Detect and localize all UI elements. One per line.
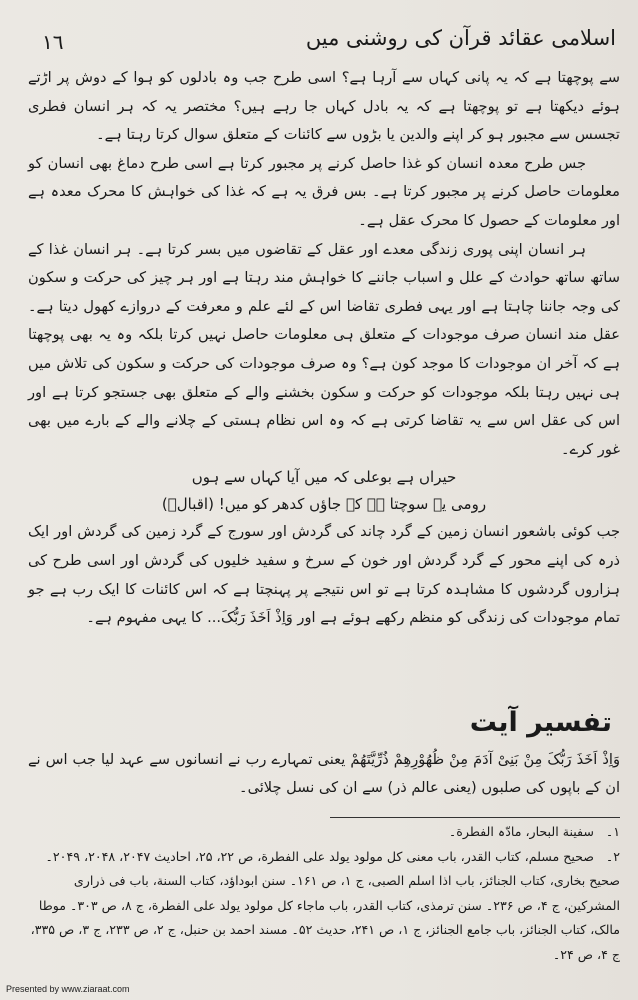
- paragraph-3: ہر انسان اپنی پوری زندگی معدے اور عقل کے تقاضوں میں بسر کرتا ہے۔ ہر انسان غذا کے ساتھ ساتھ حوادث کے علل و اسباب جاننے کا خواہش مند رہتا ہے اور ہر چیز کی حرکت و سکون کی وجہ جاننا چاہتا ہے اور یہی فطری تقاضا اس کے لئے علم و معرفت کے دروازے کھول دیتا ہے۔ عقل مند انسان صرف موجودات کے متعلق ہی معلومات حاصل نہیں کرتا بلکہ وہ یہ بھی پوچھتا ہے کہ آخر ان موجودات کا موجد کون ہے؟ وہ صرف موجودات کی حرکت و سکون کی تلاش میں ہی نہیں رہتا بلکہ موجودات کو حرکت و سکون بخشنے والے کے متعلق بھی جستجو کرتا ہے اور اس کی عقل اس سے یہ تقاضا کرتی ہے کہ وہ اس نظام ہستی کے چلانے والے کے بارے میں بھی غور کرے۔: [28, 240, 620, 458]
- section-heading: تفسیر آیت: [469, 707, 612, 738]
- main-text: [28, 64, 620, 633]
- footnote-divider: [330, 817, 620, 818]
- paragraph-4: جب کوئی باشعور انسان زمین کے گرد چاند کی گردش اور سورج کے گرد زمین کی گردش اور ایک ذرہ کی اپنے محور کے گرد گردش اور خون کے سرخ و سفید خلیوں کی گردش اور اسی طرح کی ہزاروں گردشوں کا مشاہدہ کرتا ہے تو اس نتیجے پر پہنچتا ہے کہ اس کائنات کا ایک رب ہے جو تمام موجودات کی زندگی کو منظم رکھے ہوئے ہے اور وَاِذْ اَخَذَ رَبُّکَ... کا یہی مفہوم ہے۔: [28, 523, 620, 627]
- running-title: اسلامی عقائد قرآن کی روشنی میں: [305, 26, 616, 50]
- poem-line-2: رومی یہ سوچتا ہے کہ جاؤں کدھر کو میں! (اقبالؔ): [161, 495, 487, 514]
- paragraph-1: سے پوچھتا ہے کہ یہ پانی کہاں سے آرہا ہے؟ اسی طرح جب وہ بادلوں کو ہوا کے دوش پر اڑتے ہوئے دیکھتا ہے تو پوچھتا ہے کہ یہ بادل کہاں جا رہے ہیں؟ مختصر یہ کہ ہر انسان فطری تجسس سے مجبور ہو کر اپنے والدین یا بڑوں سے کائنات کے متعلق سوال کرتا رہتا ہے۔: [28, 69, 620, 144]
- page-number: ١٦: [42, 30, 64, 54]
- tafseer-text: وَاِذْ اَخَذَ رَبُّکَ مِنْ بَنِیْ آدَمَ مِنْ ظُهُوْرِهِمْ ذُرِّيَّتَهُمْ یعنی تمہارے رب نے انسانوں سے عہد لیا جب اس نے ان کے باپوں کی صلبوں (یعنی عالم ذر) سے ان کی نسل چلائی۔: [28, 751, 620, 796]
- footnote-text: سفینة البحار، مادّہ الفطرة۔: [448, 824, 594, 839]
- footnote-1: [28, 820, 620, 845]
- footnote-text: صحیح مسلم، کتاب القدر، باب معنی کل مولود یولد علی الفطرة، ص ۲۲، ۲۵، احادیث ۲۰۴۷، ۲۰۴۸، ۲۰۴۹۔ صحیح بخاری، کتاب الجنائز، باب اذا اسلم الصبی، ج ۱، ص ۱۶۱۔ سنن ابوداؤد، کتاب السنة، باب فی ذراری المشرکین، ج ۴، ص ۲۳۶۔ سنن ترمذی، کتاب القدر، باب ماجاء کل مولود یولد علی الفطرة، ج ۸، ص ۳۰۳۔ موطا مالک، کتاب الجنائز، باب جامع الجنائز، ج ۱، ص ۲۴۱، حدیث ۵۲۔ مسند احمد بن حنبل، ج ۲، ص ۲۳۳، ج ۳، ص ۳۳۵، ج ۴، ص ۲۴۔: [30, 848, 620, 962]
- poem-line-1: حیراں ہے بوعلی کہ میں آیا کہاں سے ہوں: [191, 468, 457, 487]
- paragraph-2: جس طرح معدہ انسان کو غذا حاصل کرنے پر مجبور کرتا ہے اسی طرح دماغ بھی انسان کو معلومات حاصل کرنے پر مجبور کرتا ہے۔ بس فرق یہ ہے کہ غذا کی خواہش کا محرک معدہ ہے اور معلومات کے حصول کا محرک عقل ہے۔: [28, 154, 620, 229]
- footnote-number: ۱۔: [605, 824, 620, 839]
- footnotes: [28, 820, 620, 967]
- source-watermark: Presented by www.ziaraat.com: [6, 984, 130, 994]
- page-header: [30, 22, 616, 62]
- footnote-2: [28, 845, 620, 968]
- footnote-number: ۲۔: [605, 848, 620, 864]
